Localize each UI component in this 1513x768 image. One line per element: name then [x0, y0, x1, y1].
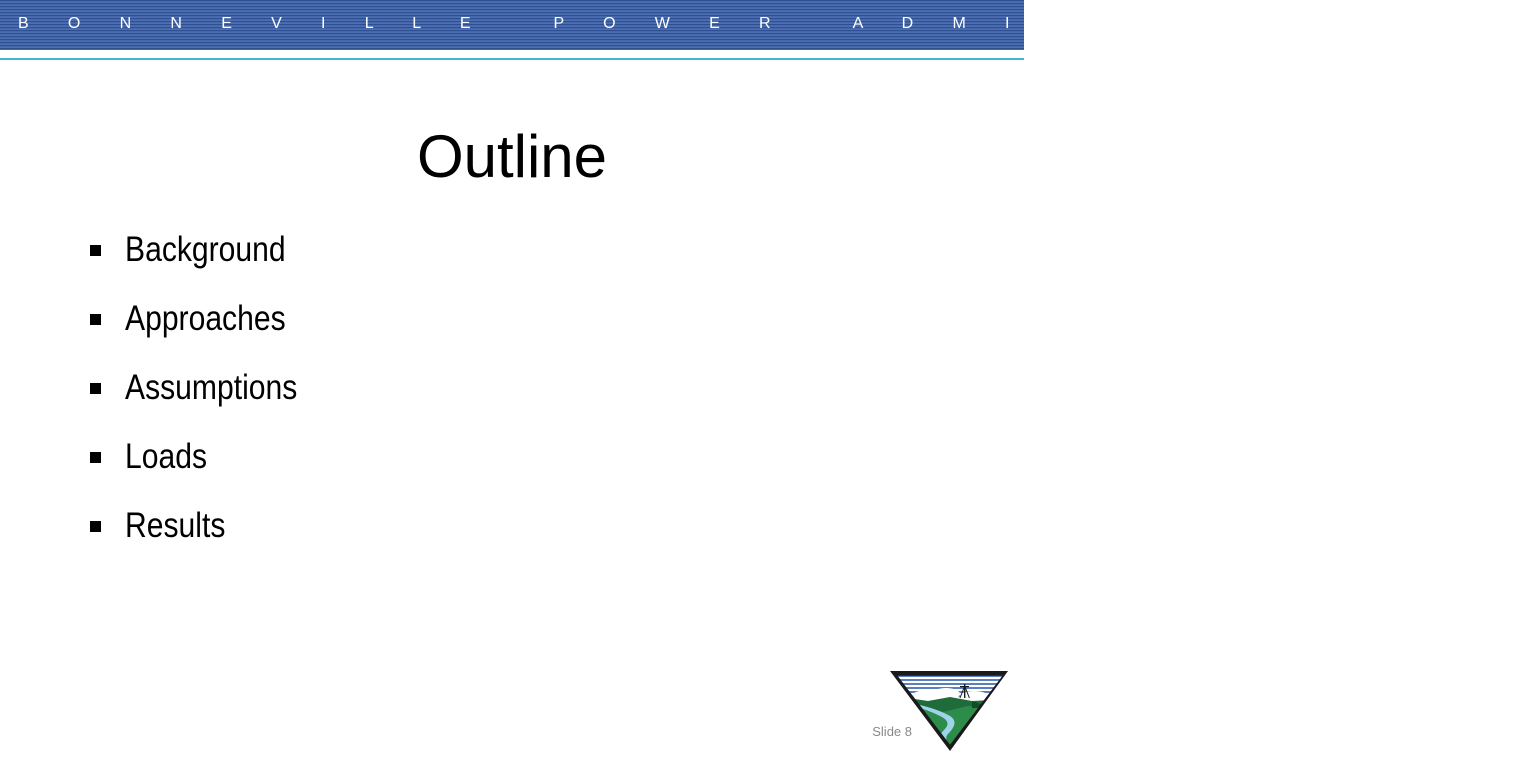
- bullet-item: [90, 228, 325, 272]
- square-bullet-icon: [90, 452, 101, 463]
- bullet-text: Loads: [125, 437, 208, 476]
- bullet-text: Approaches: [125, 299, 286, 338]
- square-bullet-icon: [90, 383, 101, 394]
- bullet-item: [90, 435, 325, 479]
- bpa-triangle-logo-icon: [888, 668, 1010, 752]
- accent-rule: [0, 58, 1024, 60]
- bullet-item: [90, 504, 325, 548]
- bullet-text: Assumptions: [125, 368, 298, 407]
- bullet-item: [90, 297, 325, 341]
- bullet-text: Background: [125, 230, 286, 269]
- square-bullet-icon: [90, 521, 101, 532]
- header-banner: [0, 0, 1513, 50]
- bullet-list: [90, 228, 325, 573]
- bullet-item: [90, 366, 325, 410]
- bullet-text: Results: [125, 506, 226, 545]
- square-bullet-icon: [90, 314, 101, 325]
- slide-number: Slide 8: [872, 724, 912, 739]
- square-bullet-icon: [90, 245, 101, 256]
- header-divider: [0, 50, 1024, 54]
- organization-name: B O N N E V I L L E P O W E R A D M I N I S T R A T I O N: [18, 15, 1513, 32]
- slide-title: Outline: [416, 123, 608, 190]
